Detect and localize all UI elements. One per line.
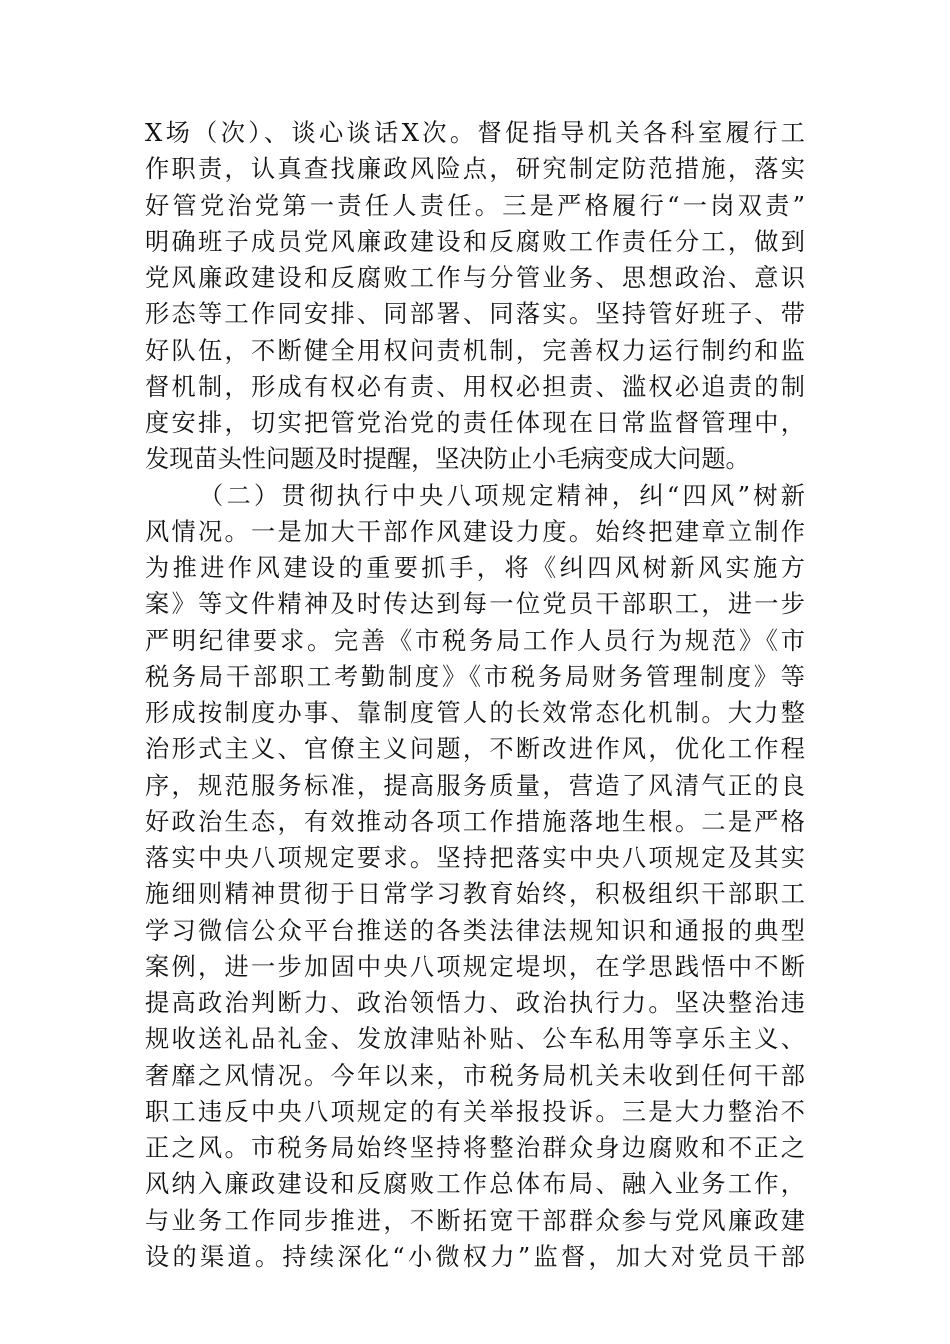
text-line: 严明纪律要求。完善《市税务局工作人员行为规范》《市	[145, 626, 805, 655]
text-line: 形成按制度办事、靠制度管人的长效常态化机制。大力整	[145, 699, 805, 727]
text-line: 施细则精神贯彻于日常学习教育始终，积极组织干部职工	[145, 880, 805, 909]
text-line: 案》等文件精神及时传达到每一位党员干部职工，进一步	[145, 590, 805, 619]
text-line: 党风廉政建设和反腐败工作与分管业务、思想政治、意识	[145, 264, 805, 292]
text-line: （二）贯彻执行中央八项规定精神，纠“四风”树新	[199, 481, 805, 510]
text-line: 落实中央八项规定要求。坚持把落实中央八项规定及其实	[145, 844, 805, 872]
text-line: 好政治生态，有效推动各项工作措施落地生根。二是严格	[145, 807, 805, 836]
text-line: 正之风。市税务局始终坚持将整治群众身边腐败和不正之	[145, 1134, 805, 1162]
text-line: 作职责，认真查找廉政风险点，研究制定防范措施，落实	[145, 155, 805, 184]
text-line: 形态等工作同安排、同部署、同落实。坚持管好班子、带	[145, 300, 805, 329]
text-line: 好队伍，不断健全用权问责机制，完善权力运行制约和监	[145, 336, 805, 365]
text-line: 设的渠道。持续深化“小微权力”监督，加大对党员干部	[145, 1242, 805, 1271]
text-line: 职工违反中央八项规定的有关举报投诉。三是大力整治不	[145, 1097, 805, 1126]
text-line: 风情况。一是加大干部作风建设力度。始终把建章立制作	[145, 517, 805, 546]
text-line: 税务局干部职工考勤制度》《市税务局财务管理制度》等	[145, 662, 805, 691]
text-line: 奢靡之风情况。今年以来，市税务局机关未收到任何干部	[145, 1061, 805, 1090]
document-body	[145, 115, 805, 1275]
text-line: 规收送礼品礼金、发放津贴补贴、公车私用等享乐主义、	[145, 1025, 805, 1054]
text-line: 案例，进一步加固中央八项规定堤坝，在学思践悟中不断	[145, 952, 805, 981]
text-line: 提高政治判断力、政治领悟力、政治执行力。坚决整治违	[145, 989, 805, 1017]
text-line: 好管党治党第一责任人责任。三是严格履行“一岗双责”	[145, 191, 805, 220]
text-line: 发现苗头性问题及时提醒，坚决防止小毛病变成大问题。	[145, 445, 750, 474]
text-line: 与业务工作同步推进，不断拓宽干部群众参与党风廉政建	[145, 1206, 805, 1235]
text-line: 治形式主义、官僚主义问题，不断改进作风，优化工作程	[145, 735, 805, 764]
text-line: 度安排，切实把管党治党的责任体现在日常监督管理中，	[145, 409, 805, 437]
text-line: 学习微信公众平台推送的各类法律法规知识和通报的典型	[145, 916, 805, 945]
text-line: 风纳入廉政建设和反腐败工作总体布局、融入业务工作，	[145, 1170, 805, 1199]
text-line: 明确班子成员党风廉政建设和反腐败工作责任分工，做到	[145, 227, 805, 256]
text-line: 序，规范服务标准，提高服务质量，营造了风清气正的良	[145, 771, 805, 800]
text-line: 督机制，形成有权必有责、用权必担责、滥权必追责的制	[145, 372, 805, 401]
text-line: 为推进作风建设的重要抓手，将《纠四风树新风实施方	[145, 554, 805, 582]
text-line: X场（次）、谈心谈话X次。督促指导机关各科室履行工	[145, 119, 805, 147]
